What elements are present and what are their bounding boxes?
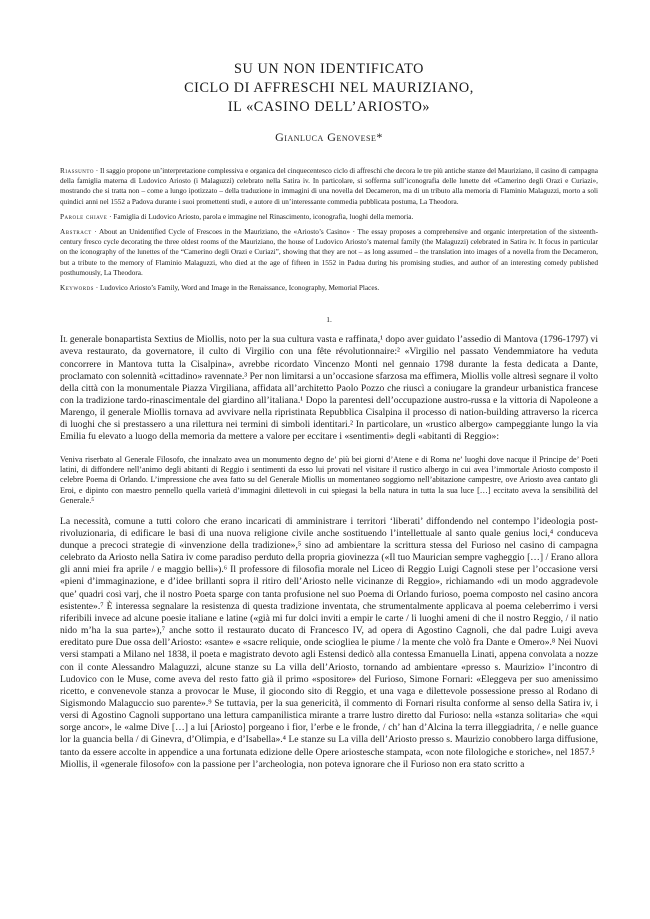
title-line-1: SU UN NON IDENTIFICATO (234, 61, 424, 77)
paragraph-1-text: generale bonapartista Sextius de Miollis, noto per la sua cultura vasta e raffinata,¹ dopo aver guidato l’assedio di Mantova (1796-1797) vi aveva restaurato, da governatore, il culto di Virgilio con una fête révolutionnaire:² «Virgilio nel passato Vendemmiatore ha veduta concorrere in Mantova tutta la Cisalpina», avrebbe ricordato Vincenzo Monti nel gennaio 1798 durante la festa dedicata a Dante, proclamato con solennità «cittadino» ravennate.³ Per non limitarsi a un’occasione sfarzosa ma effimera, Miollis volle altresì segnare il volto della città con la monumentale Piazza Virgiliana, affidata all’architetto Paolo Pozzo che riuscì a coniugare la grandeur urbanistica francese con la tradizione tardo-rinascimentale del giardino all’italiana.¹ Dopo la parentesi dell’occupazione austro-russa e la vittoria di Napoleone a Marengo, il generale Miollis tornava ad avvivare nella ripristinata Repubblica Cisalpina il processo di nation-building attraverso la ricerca di luoghi che si prestassero a una rilettura nei termini di simboli identitari.² In particolare, un «rustico albergo» campeggiante lungo la via Emilia fu elevato a luogo della memoria da mettere a valore per eccitare i «sentimenti» degli «abitanti di Reggio»: (60, 334, 598, 443)
abstract-paragraph (60, 227, 598, 278)
document-page (60, 0, 598, 771)
title-line-2: CICLO DI AFFRESCHI NEL MAURIZIANO, (184, 80, 474, 96)
block-quote: Veniva riserbato al Generale Filosofo, che innalzato avea un monumento degno de’ più bei giorni d’Atene e di Roma ne’ luoghi dove nacque il Principe de’ Poeti latini, di diffondere nell’animo degli abitanti di Reggio i sentimenti da esso lui provati nel visitare il rustico albergo in cui avea l’immortale Ariosto composto il celebre Poema di Orlando. L’impressione che avea fatto su del Generale Miollis un momentaneo soggiorno nell’abitazione campestre, ove Ariosto avea cantato gli Eroi, e dipinto con maestro pennello quella varietà d’immagini dilettevoli in cui spiegasi la bella natura in tutta la sua luce […] eccitato aveva la sensibilità del Generale.⁵ (60, 454, 598, 506)
keywords-paragraph (60, 283, 598, 293)
body-paragraph-2: La necessità, comune a tutti coloro che erano incaricati di amministrare i territori ‘liberati’ diffondendo nel contempo l’ideologia post-rivoluzionaria, di edificare le basi di una nuova religione civile anche sostituendo l’intellettuale al santo quale genius loci,⁴ conduceva dunque a precoci strategie di «invenzione della tradizione»,⁵ sino ad ambientare la scrittura stessa del Furioso nel casino di campagna celebrato da Ariosto nella Satira iv come paradiso perduto della propria giovinezza («Il tuo Maurician sempre vagheggio […] / Erano allora gli anni miei fra aprile / e maggio belli»).⁶ Il professore di filosofia morale nel Liceo di Reggio Luigi Cagnoli stese per l’occasione versi «pieni d’immaginazione, e d’idee brillanti sopra il ritiro dell’Ariosto nelle vicinanze di Reggio», richiamando «di un modo aggradevole que’ quadri così varj, che il nostro Poeta sparge con tanta profusione nel suo Poema di Orlando furioso, poema composto nel casino ancora esistente».⁷ È interessa segnalare la resistenza di questa tradizione inventata, che strumentalmente applicava al poema celeberrimo i versi riferibili invece ad alcune poesie italiane e latine («già mi fur dolci inviti a empir le carte / li luoghi ameni di che il nostro Reggio, / il natio nido m’ha la sua parte»),⁷ anche sotto il restaurato ducato di Francesco IV, ad opera di Agostino Cagnoli, che dal padre Luigi aveva ereditato pure Due ossa dell’Ariosto: «sante» e «sacre reliquie, onde sciogliea le piume / la mente che volò fra Dante e Omero».⁸ Nei Nuovi versi stampati a Milano nel 1838, il poeta e magistrato devoto agli Estensi dedicò alla contessa Emanuella Linati, appena convolata a nozze con il conte Alessandro Malaguzzi, alcune stanze su La villa dell’Ariosto, tornando ad ambientare «presso s. Maurizio» l’incontro di Ludovico con le Muse, come aveva del resto fatto già il primo «spositore» del Furioso, Simone Fornari: «Eleggeva per suo amenissimo ricetto, e convenevole stanza a provocar le Muse, il giocondo sito di Reggio, et una vaga e dilettevole possessione presso al Rodano di Sigismondo Malaguccio suo parente».⁹ Se tuttavia, per la sua genericità, il commento di Fornari risulta conforme al senso della Satira iv, i versi di Agostino Cagnoli supportano una lettura campanilistica mirante a trarre lustro diretto dal Furioso: nella «stanza solitaria» che «qui sorge ancor», le «alme Dive […] a lui [Ariosto] porgeano i fior, l’erbe e le fronde, / ch’ han d’Alcina la terra illeggiadrita, / e nelle guance lor la guancia bella / di Ginevra, d’Olimpia, e d’Isabella».⁴ Le stanze su La villa dell’Ariosto presso s. Maurizio conobbero larga diffusione, tanto da essere accolte in appendice a una fortunata edizione delle Opere ariostesche stampata, «con note filologiche e storiche», nel 1857.⁵ (60, 515, 598, 758)
parole-chiave-paragraph (60, 212, 598, 222)
riassunto-paragraph (60, 166, 598, 207)
section-number: 1. (326, 315, 332, 325)
title-line-3: IL «CASINO DELL’ARIOSTO» (227, 99, 431, 115)
parole-chiave-text: · Famiglia di Ludovico Ariosto, parola e immagine nel Rinascimento, iconografia, luoghi della memoria. (107, 212, 414, 221)
keywords-text: · Ludovico Ariosto’s Family, Word and Image in the Renaissance, Iconography, Memorial Places. (93, 284, 380, 293)
parole-chiave-label: Parole chiave (60, 212, 108, 221)
body-paragraph-3: Miollis, il «generale filosofo» con la passione per l’archeologia, non poteva ignorare che il Furioso non era stato scritto a (60, 758, 525, 770)
abstract-text: · About an Unidentified Cycle of Frescoes in the Mauriziano, the «Ariosto’s Casino» · The essay proposes a comprehensive and organic interpretation of the sixteenth-century fresco cycle decorating the three oldest rooms of the Mauriziano, the house of Ludovico Ariosto’s maternal family (the Malaguzzi) celebrated in Satira iv. It focus in particular on the iconography of the lunettes of the “Camerino degli Orazi e Curiazi”, showing that they are not – as long assumed – the translation into images of a novella from the Decameron, but a tribute to the memory of Flaminio Malaguzzi, who died at the age of fifteen in 1552 in Padua during his promising studies, and author of an interesting comedy published posthumously, La Theodora. (60, 228, 598, 277)
body-paragraph-1 (60, 334, 598, 443)
keywords-label: Keywords (60, 284, 94, 293)
article-title (60, 60, 598, 117)
riassunto-label: Riassunto (60, 167, 94, 175)
riassunto-text: · Il saggio propone un’interpretazione complessiva e organica del cinquecentesco ciclo di affreschi che decora le tre più antiche stanze del Mauriziano, il casino di campagna della famiglia materna di Ludovico Ariosto (i Malaguzzi) celebrato nella Satira iv. In particolare, si sofferma sull’iconografia delle lunette del «Camerino degli Orazi e Curiazi», mostrando che si tratta non – come a lungo ipotizzato – della traduzione in immagini di una novella del Decameron, ma di un tributo alla memoria di Flaminio Malaguzzi, morto a soli quindici anni nel 1552 a Padova durante i suoi promettenti studi, e autore di un’interessante commedia pubblicata postuma, La Theodora. (60, 167, 598, 206)
abstract-label: Abstract (60, 228, 92, 237)
paragraph-lead: Il (60, 334, 68, 346)
author-name: Gianluca Genovese* (275, 130, 383, 144)
